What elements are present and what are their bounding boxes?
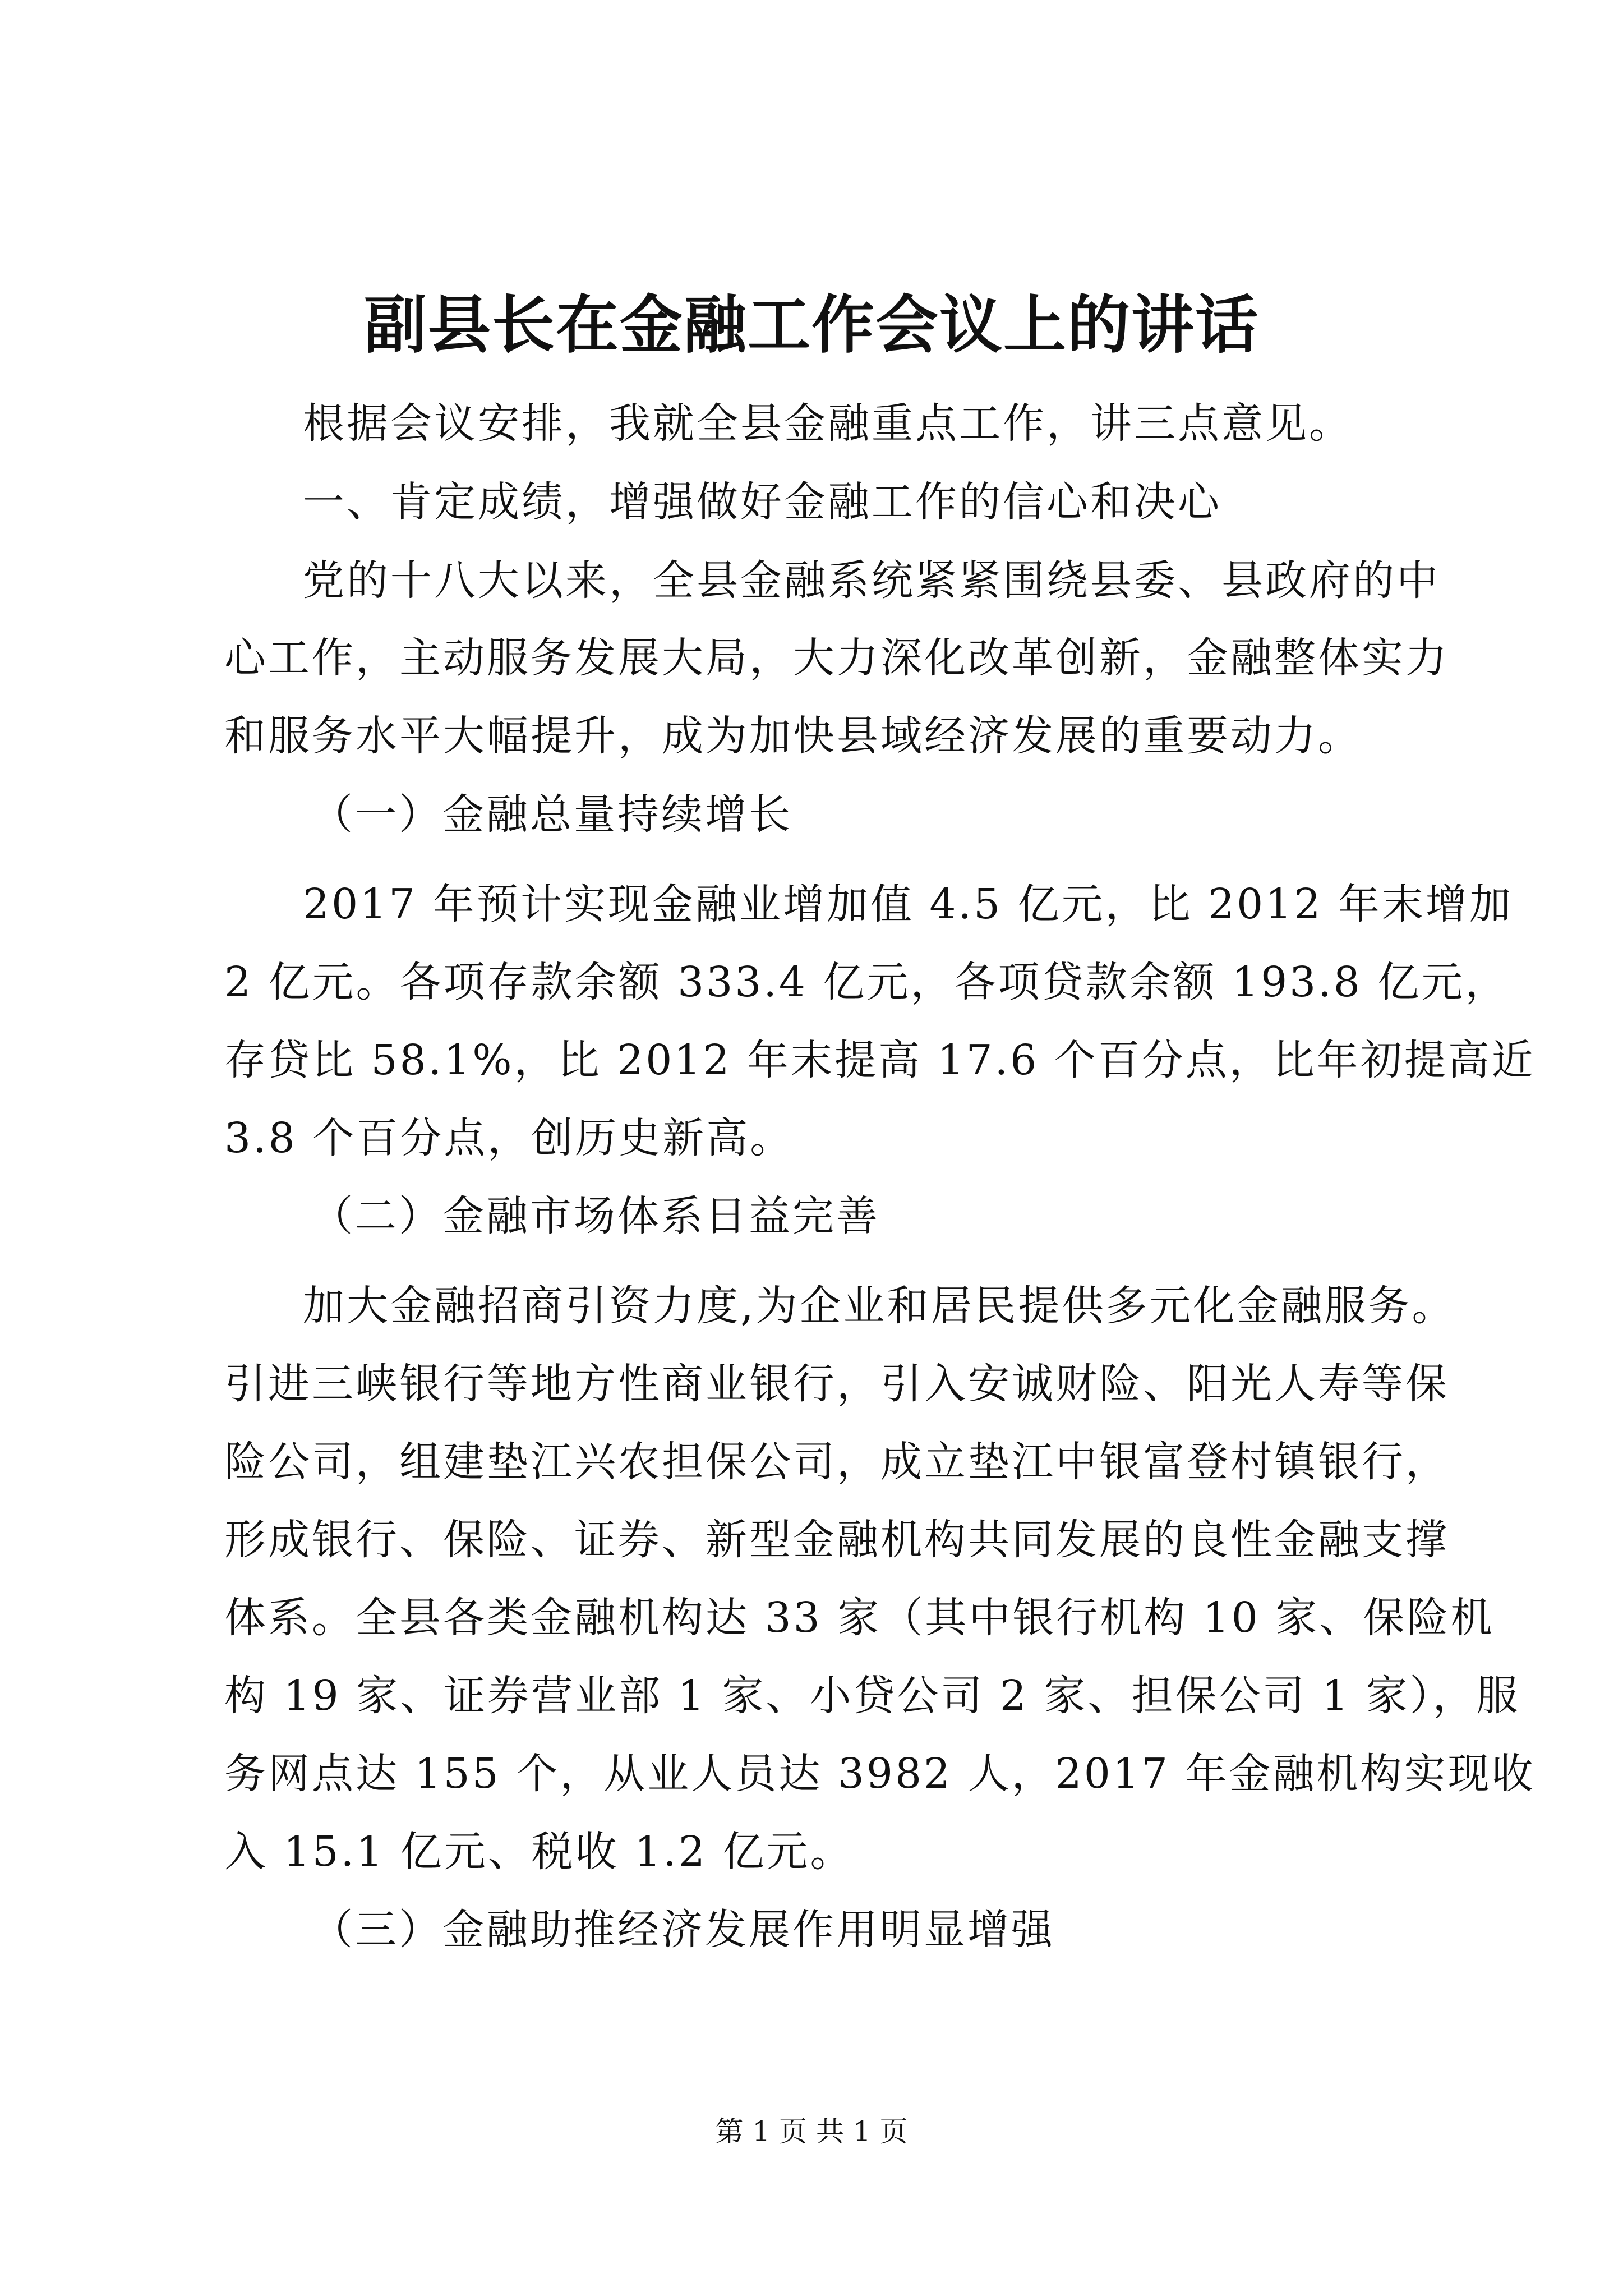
- paragraph-line: 险公司，组建垫江兴农担保公司，成立垫江中银富登村镇银行，: [224, 1438, 1449, 1486]
- paragraph-line: 心工作，主动服务发展大局，大力深化改革创新，金融整体实力: [224, 634, 1449, 682]
- paragraph-line: 形成银行、保险、证券、新型金融机构共同发展的良性金融支撑: [224, 1516, 1449, 1564]
- paragraph-line: 2 亿元。各项存款余额 333.4 亿元，各项贷款余额 193.8 亿元，: [224, 958, 1509, 1006]
- paragraph-line: 加大金融招商引资力度,为企业和居民提供多元化金融服务。: [303, 1282, 1456, 1330]
- paragraph-line: 务网点达 155 个，从业人员达 3982 人，2017 年金融机构实现收: [224, 1750, 1536, 1798]
- section-heading-1: 一、肯定成绩，增强做好金融工作的信心和决心: [303, 478, 1221, 526]
- paragraph-line: 2017 年预计实现金融业增加值 4.5 亿元，比 2012 年末增加: [303, 880, 1513, 928]
- paragraph-line: 入 15.1 亿元、税收 1.2 亿元。: [224, 1828, 854, 1876]
- paragraph-line: 存贷比 58.1%，比 2012 年末提高 17.6 个百分点，比年初提高近: [224, 1036, 1536, 1084]
- paragraph-line: 引进三峡银行等地方性商业银行，引入安诚财险、阳光人寿等保: [224, 1360, 1449, 1408]
- subsection-heading-3: （三）金融助推经济发展作用明显增强: [311, 1906, 1055, 1954]
- paragraph-line: 构 19 家、证券营业部 1 家、小贷公司 2 家、担保公司 1 家），服: [224, 1672, 1520, 1720]
- paragraph-line: 3.8 个百分点，创历史新高。: [224, 1114, 794, 1162]
- page-footer: 第 1 页 共 1 页: [715, 2115, 908, 2148]
- subsection-heading-2: （二）金融市场体系日益完善: [311, 1192, 880, 1240]
- document-title: 副县长在金融工作会议上的讲话: [364, 288, 1259, 362]
- subsection-heading-1: （一）金融总量持续增长: [311, 790, 792, 839]
- paragraph-line: 党的十八大以来，全县金融系统紧紧围绕县委、县政府的中: [303, 556, 1440, 605]
- paragraph-line: 体系。全县各类金融机构达 33 家（其中银行机构 10 家、保险机: [224, 1594, 1495, 1642]
- paragraph-line: 和服务水平大幅提升，成为加快县域经济发展的重要动力。: [224, 712, 1362, 760]
- paragraph-intro: 根据会议安排，我就全县金融重点工作，讲三点意见。: [303, 399, 1353, 448]
